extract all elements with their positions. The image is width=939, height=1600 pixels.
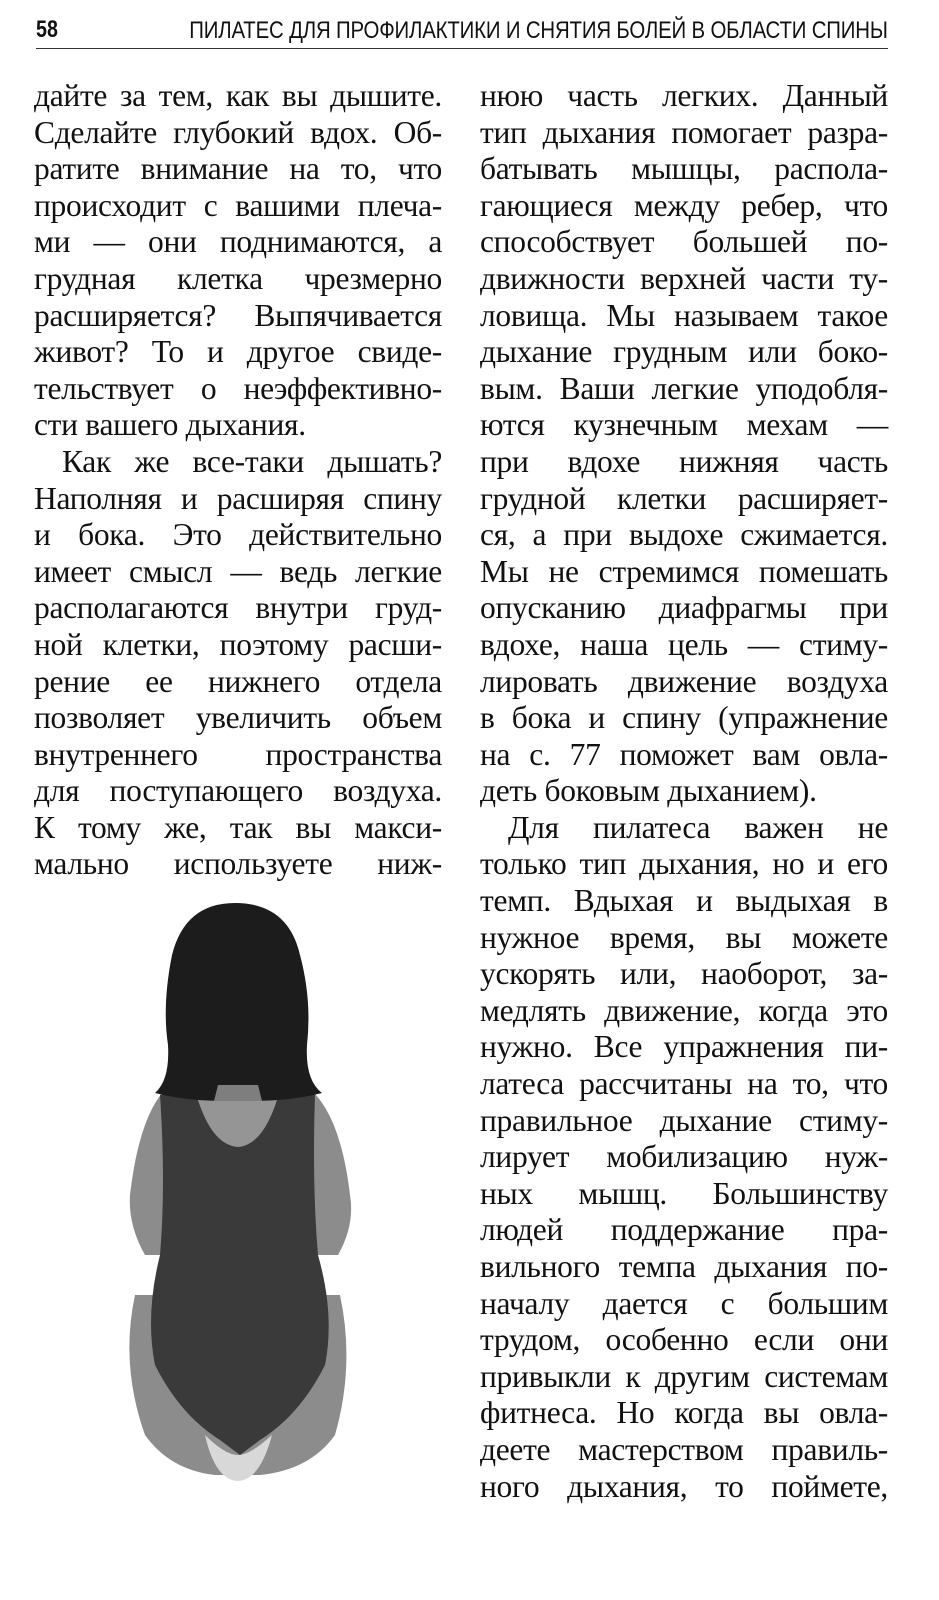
text-line: медлять движение, когда это	[480, 992, 888, 1028]
text-line: ратите внимание на то, что	[34, 151, 442, 187]
text-line: в бока и спину (упражнение	[480, 700, 888, 736]
text-line: Для пилатеса важен не	[508, 809, 888, 845]
kneeling-woman-photo	[100, 895, 370, 1485]
right-column	[480, 78, 888, 1505]
text-line: рение ее нижнего отдела	[34, 663, 442, 699]
text-line: тельствует о неэффективно-	[34, 370, 442, 406]
page-header	[36, 14, 888, 49]
text-line: на с. 77 поможет вам овла-	[480, 736, 888, 772]
text-line: грудной клетки расширяет-	[480, 480, 888, 516]
text-line: Сделайте глубокий вдох. Об-	[34, 114, 442, 150]
kneeling-woman-illustration	[100, 895, 370, 1485]
text-line: вдохе, наша цель — стиму-	[480, 626, 888, 662]
hair	[155, 903, 322, 1101]
running-title: ПИЛАТЕС ДЛЯ ПРОФИЛАКТИКИ И СНЯТИЯ БОЛЕЙ В ОБЛАСТИ СПИНЫ	[189, 17, 888, 44]
text-line: расширяется? Выпячивается	[34, 297, 442, 333]
text-line: опусканию диафрагмы при	[480, 590, 888, 626]
text-line: нюю часть легких. Данный	[480, 78, 888, 113]
text-line: при вдохе нижняя часть	[480, 443, 888, 479]
text-line: сти вашего дыхания.	[34, 407, 306, 443]
text-line: батывать мышцы, распола-	[480, 151, 888, 187]
text-line: фитнеса. Но когда вы овла-	[480, 1395, 888, 1431]
left-column	[34, 78, 442, 883]
text-line: лировать движение воздуха	[480, 663, 888, 699]
text-line: ми — они поднимаются, а	[34, 224, 442, 260]
text-line: ных мышц. Большинству	[480, 1175, 888, 1211]
text-line: ются кузнечным мехам —	[480, 407, 888, 443]
text-line: ного дыхания, то поймете,	[480, 1468, 888, 1504]
text-line: латеса рассчитаны на то, что	[480, 1066, 888, 1102]
text-line: началу дается с большим	[480, 1285, 888, 1321]
text-line: происходит с вашими плеча-	[34, 187, 442, 223]
text-line: деете мастерством правиль-	[480, 1431, 888, 1467]
text-line: нужное время, вы можете	[480, 919, 888, 955]
text-line: для поступающего воздуха.	[34, 773, 442, 809]
text-line: способствует большей по-	[480, 224, 888, 260]
text-line: ускорять или, наоборот, за-	[480, 956, 888, 992]
text-line: гающиеся между ребер, что	[480, 187, 888, 223]
text-line: Наполняя и расширяя спину	[34, 480, 442, 516]
text-line: темп. Вдыхая и выдыхая в	[480, 883, 888, 919]
text-line: грудная клетка чрезмерно	[34, 260, 442, 296]
text-line: трудом, особенно если они	[480, 1322, 888, 1358]
text-line: К тому же, так вы макси-	[34, 809, 442, 845]
text-line: и бока. Это действительно	[34, 517, 442, 553]
text-line: людей поддержание пра-	[480, 1212, 888, 1248]
text-line: ной клетки, поэтому расши-	[34, 626, 442, 662]
text-line: движности верхней части ту-	[480, 260, 888, 296]
text-line: внутреннего пространства	[34, 736, 442, 772]
text-line: лирует мобилизацию нуж-	[480, 1139, 888, 1175]
text-line: позволяет увеличить объем	[34, 700, 442, 736]
text-line: дыхание грудным или боко-	[480, 334, 888, 370]
text-line: деть боковым дыханием).	[480, 773, 817, 809]
text-line: живот? То и другое свиде-	[34, 334, 442, 370]
text-line: ловища. Мы называем такое	[480, 297, 888, 333]
text-line: имеет смысл — ведь легкие	[34, 553, 442, 589]
text-line: ся, а при выдохе сжимается.	[480, 517, 888, 553]
text-line: Мы не стремимся помешать	[480, 553, 888, 589]
text-line: только тип дыхания, но и его	[480, 846, 888, 882]
text-line: располагаются внутри груд-	[34, 590, 442, 626]
text-line: мально используете ниж-	[34, 846, 442, 882]
neck	[214, 1085, 262, 1101]
text-line: вым. Ваши легкие уподобля-	[480, 370, 888, 406]
page-number: 58	[36, 16, 58, 43]
text-line: Как же все-таки дышать?	[62, 443, 442, 479]
text-line: привыкли к другим системам	[480, 1358, 888, 1394]
text-line: нужно. Все упражнения пи-	[480, 1029, 888, 1065]
text-line: тип дыхания помогает разра-	[480, 114, 888, 150]
text-line: вильного темпа дыхания по-	[480, 1249, 888, 1284]
text-line: правильное дыхание стиму-	[480, 1102, 888, 1138]
text-line: дайте за тем, как вы дышите.	[34, 78, 442, 113]
